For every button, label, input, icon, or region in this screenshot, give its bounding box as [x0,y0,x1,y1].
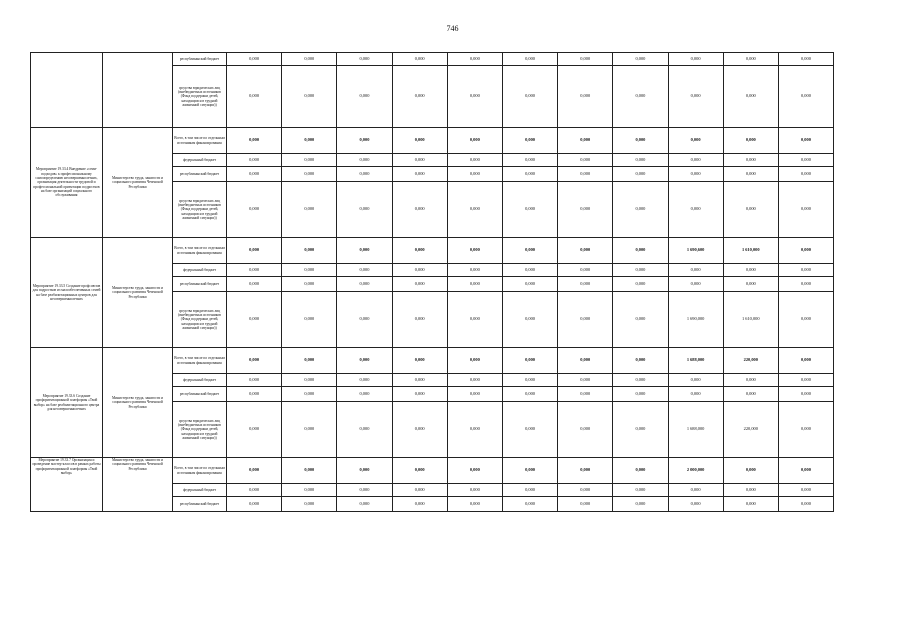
value-cell: 0,000 [668,154,723,167]
value-cell: 0,000 [447,458,502,484]
value-cell: 0,000 [392,277,447,292]
funding-source-cell: федеральный бюджет [173,484,227,497]
value-cell: 0,000 [502,182,557,238]
value-cell: 0,000 [337,167,392,182]
value-cell: 220,000 [723,348,778,374]
value-cell: 0,000 [613,484,668,497]
value-cell: 0,000 [227,348,282,374]
value-cell: 0,000 [613,374,668,387]
funding-source-cell: республиканский бюджет [173,167,227,182]
value-cell: 0,000 [282,387,337,402]
value-cell: 0,000 [447,348,502,374]
measure-name-cell: Мероприятие 19.33.4 Внедрение «семи-подходов» к профессиональному самоопределению несовершеннолетних, организация деятельности трудовой и профессиональной ориентации подростков на базе организаций социального обслуживания [31,128,103,238]
value-cell: 0,000 [723,154,778,167]
value-cell: 0,000 [778,374,833,387]
value-cell: 0,000 [723,458,778,484]
value-cell: 0,000 [282,292,337,348]
value-cell: 0,000 [502,53,557,66]
funding-source-cell: Всего, в том числе по отдельным источникам финансирования [173,458,227,484]
value-cell: 0,000 [613,458,668,484]
value-cell: 0,000 [558,374,613,387]
value-cell: 0,000 [282,167,337,182]
value-cell: 0,000 [282,128,337,154]
value-cell: 0,000 [337,264,392,277]
value-cell: 0,000 [447,484,502,497]
value-cell: 0,000 [282,497,337,512]
value-cell: 1 690,600 [668,238,723,264]
value-cell: 0,000 [227,374,282,387]
value-cell: 0,000 [447,128,502,154]
value-cell: 0,000 [392,128,447,154]
value-cell: 0,000 [337,387,392,402]
value-cell: 0,000 [613,128,668,154]
budget-table [30,52,834,512]
value-cell: 0,000 [227,387,282,402]
value-cell: 0,000 [668,264,723,277]
table-row [31,348,834,374]
value-cell: 0,000 [392,374,447,387]
value-cell: 0,000 [227,167,282,182]
value-cell: 0,000 [558,167,613,182]
executor-cell-continued [103,53,173,128]
value-cell: 0,000 [778,264,833,277]
value-cell: 0,000 [723,497,778,512]
value-cell: 0,000 [558,264,613,277]
value-cell: 0,000 [392,484,447,497]
value-cell: 0,000 [778,484,833,497]
executor-cell: Министерство труда, занятости и социального развития Чеченской Республики [103,458,173,512]
value-cell: 0,000 [723,264,778,277]
value-cell: 0,000 [227,53,282,66]
value-cell: 0,000 [337,128,392,154]
measure-cell-continued [31,53,103,128]
value-cell: 0,000 [282,348,337,374]
value-cell: 0,000 [723,66,778,128]
funding-source-cell: средства юридических лиц (внебюджетных источников (Фонд поддержки детей, находящихся в трудной жизненной ситуации)) [173,182,227,238]
value-cell: 0,000 [447,66,502,128]
value-cell: 0,000 [668,53,723,66]
value-cell: 0,000 [613,292,668,348]
value-cell: 0,000 [392,402,447,458]
value-cell: 0,000 [502,458,557,484]
value-cell: 0,000 [392,66,447,128]
value-cell: 0,000 [227,277,282,292]
value-cell: 0,000 [337,348,392,374]
value-cell: 0,000 [778,53,833,66]
value-cell: 0,000 [227,128,282,154]
value-cell: 0,000 [227,292,282,348]
value-cell: 0,000 [447,264,502,277]
value-cell: 0,000 [668,277,723,292]
value-cell: 0,000 [778,497,833,512]
value-cell: 0,000 [447,292,502,348]
value-cell: 0,000 [502,348,557,374]
value-cell: 0,000 [337,182,392,238]
value-cell: 0,000 [502,387,557,402]
value-cell: 0,000 [502,66,557,128]
funding-source-cell: республиканский бюджет [173,277,227,292]
value-cell: 0,000 [668,497,723,512]
value-cell: 0,000 [282,53,337,66]
value-cell: 0,000 [392,154,447,167]
measure-name-cell: Мероприятие 19.33.6 Создание профориентационной платформы «Твой выбор» на базе реабилитационного центра для несовершеннолетних [31,348,103,458]
value-cell: 0,000 [668,128,723,154]
funding-source-cell: республиканский бюджет [173,53,227,66]
value-cell: 0,000 [392,53,447,66]
value-cell: 0,000 [613,348,668,374]
value-cell: 0,000 [282,458,337,484]
funding-source-cell: республиканский бюджет [173,497,227,512]
value-cell: 0,000 [558,484,613,497]
value-cell: 0,000 [392,167,447,182]
value-cell: 0,000 [558,348,613,374]
value-cell: 0,000 [392,497,447,512]
executor-cell: Министерство труда, занятости и социального развития Чеченской Республики [103,348,173,458]
value-cell: 0,000 [337,238,392,264]
value-cell: 0,000 [392,387,447,402]
executor-cell: Министерство труда, занятости и социального развития Чеченской Республики [103,238,173,348]
funding-source-cell: средства юридических лиц (внебюджетных источников (Фонд поддержки детей, находящихся в трудной жизненной ситуации)) [173,292,227,348]
table-body [31,53,834,512]
value-cell: 0,000 [282,277,337,292]
value-cell: 0,000 [337,484,392,497]
value-cell: 0,000 [778,167,833,182]
value-cell: 0,000 [778,292,833,348]
value-cell: 0,000 [502,238,557,264]
value-cell: 0,000 [613,402,668,458]
value-cell: 0,000 [668,484,723,497]
value-cell: 0,000 [502,374,557,387]
value-cell: 0,000 [613,264,668,277]
value-cell: 0,000 [778,182,833,238]
value-cell: 0,000 [282,484,337,497]
value-cell: 0,000 [337,402,392,458]
value-cell: 0,000 [227,402,282,458]
funding-source-cell: Всего, в том числе по отдельным источникам финансирования [173,348,227,374]
value-cell: 0,000 [227,182,282,238]
value-cell: 0,000 [282,374,337,387]
value-cell: 0,000 [558,238,613,264]
value-cell: 0,000 [778,402,833,458]
value-cell: 0,000 [613,497,668,512]
value-cell: 0,000 [613,182,668,238]
value-cell: 0,000 [558,66,613,128]
executor-cell: Министерство труда, занятости и социального развития Чеченской Республики [103,128,173,238]
value-cell: 0,000 [558,497,613,512]
value-cell: 0,000 [337,53,392,66]
value-cell: 0,000 [227,458,282,484]
value-cell: 0,000 [668,66,723,128]
value-cell: 0,000 [337,66,392,128]
value-cell: 0,000 [778,458,833,484]
value-cell: 0,000 [282,238,337,264]
value-cell: 0,000 [723,484,778,497]
value-cell: 0,000 [502,264,557,277]
value-cell: 0,000 [282,264,337,277]
table-row [31,458,834,484]
table-row [31,238,834,264]
value-cell: 0,000 [668,182,723,238]
page-number: 746 [446,24,459,33]
value-cell: 0,000 [778,66,833,128]
value-cell: 0,000 [227,154,282,167]
value-cell: 0,000 [613,154,668,167]
measure-name-cell: Мероприятие 19.33.5 Создание профсоюзов для подростков из малообеспеченных семей на базе реабилитационных центров для несовершеннолетних [31,238,103,348]
value-cell: 0,000 [337,374,392,387]
funding-source-cell: средства юридических лиц (внебюджетных источников (Фонд поддержки детей, находящихся в трудной жизненной ситуации)) [173,66,227,128]
value-cell: 0,000 [613,238,668,264]
value-cell: 0,000 [723,387,778,402]
value-cell: 0,000 [668,387,723,402]
value-cell: 220,000 [723,402,778,458]
value-cell: 0,000 [227,66,282,128]
value-cell: 0,000 [558,402,613,458]
value-cell: 0,000 [723,167,778,182]
value-cell: 0,000 [337,497,392,512]
value-cell: 0,000 [502,402,557,458]
value-cell: 0,000 [447,182,502,238]
value-cell: 0,000 [502,154,557,167]
value-cell: 0,000 [778,154,833,167]
funding-source-cell: федеральный бюджет [173,154,227,167]
value-cell: 0,000 [392,182,447,238]
table-row [31,128,834,154]
value-cell: 0,000 [558,182,613,238]
value-cell: 1 688,000 [668,348,723,374]
value-cell: 0,000 [392,348,447,374]
value-cell: 0,000 [613,53,668,66]
value-cell: 0,000 [447,387,502,402]
value-cell: 2 000,000 [668,458,723,484]
value-cell: 1 690,000 [668,292,723,348]
value-cell: 0,000 [558,387,613,402]
value-cell: 0,000 [337,292,392,348]
value-cell: 0,000 [337,277,392,292]
value-cell: 0,000 [447,277,502,292]
value-cell: 0,000 [778,128,833,154]
value-cell: 0,000 [502,497,557,512]
funding-source-cell: республиканский бюджет [173,387,227,402]
value-cell: 0,000 [723,374,778,387]
value-cell: 0,000 [447,402,502,458]
value-cell: 0,000 [282,66,337,128]
funding-source-cell: федеральный бюджет [173,374,227,387]
value-cell: 1 610,000 [723,292,778,348]
value-cell: 0,000 [447,167,502,182]
value-cell: 0,000 [723,128,778,154]
value-cell: 0,000 [778,387,833,402]
value-cell: 0,000 [613,277,668,292]
value-cell: 0,000 [502,484,557,497]
table-row [31,53,834,66]
value-cell: 0,000 [613,66,668,128]
value-cell: 0,000 [282,402,337,458]
value-cell: 0,000 [282,182,337,238]
value-cell: 0,000 [613,387,668,402]
value-cell: 0,000 [668,374,723,387]
value-cell: 0,000 [558,53,613,66]
value-cell: 1 610,000 [723,238,778,264]
value-cell: 1 688,000 [668,402,723,458]
value-cell: 0,000 [558,292,613,348]
value-cell: 0,000 [227,497,282,512]
value-cell: 0,000 [392,238,447,264]
value-cell: 0,000 [613,167,668,182]
value-cell: 0,000 [502,128,557,154]
value-cell: 0,000 [447,238,502,264]
value-cell: 0,000 [502,292,557,348]
value-cell: 0,000 [502,277,557,292]
value-cell: 0,000 [558,154,613,167]
value-cell: 0,000 [558,277,613,292]
value-cell: 0,000 [723,53,778,66]
value-cell: 0,000 [447,53,502,66]
value-cell: 0,000 [282,154,337,167]
value-cell: 0,000 [558,128,613,154]
measure-name-cell: Мероприятие 19.33.7 Организация и проведение мастер-классов в рамках работы профориентационной платформы «Твой выбор» [31,458,103,512]
value-cell: 0,000 [227,238,282,264]
value-cell: 0,000 [558,458,613,484]
funding-source-cell: Всего, в том числе по отдельным источникам финансирования [173,128,227,154]
value-cell: 0,000 [447,497,502,512]
value-cell: 0,000 [392,292,447,348]
value-cell: 0,000 [778,348,833,374]
value-cell: 0,000 [227,264,282,277]
value-cell: 0,000 [227,484,282,497]
funding-source-cell: федеральный бюджет [173,264,227,277]
funding-source-cell: средства юридических лиц (внебюджетных источников (Фонд поддержки детей, находящихся в трудной жизненной ситуации)) [173,402,227,458]
value-cell: 0,000 [337,154,392,167]
funding-source-cell: Всего, в том числе по отдельным источникам финансирования [173,238,227,264]
value-cell: 0,000 [392,264,447,277]
value-cell: 0,000 [337,458,392,484]
value-cell: 0,000 [447,374,502,387]
value-cell: 0,000 [502,167,557,182]
value-cell: 0,000 [392,458,447,484]
value-cell: 0,000 [778,238,833,264]
value-cell: 0,000 [723,277,778,292]
value-cell: 0,000 [668,167,723,182]
value-cell: 0,000 [447,154,502,167]
value-cell: 0,000 [723,182,778,238]
value-cell: 0,000 [778,277,833,292]
